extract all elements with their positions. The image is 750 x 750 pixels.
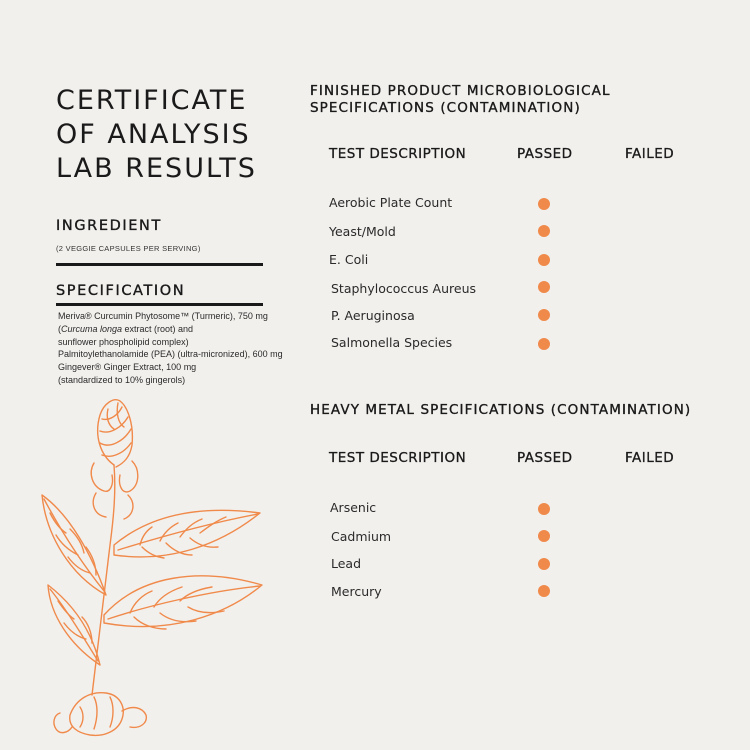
passed-indicator-dot xyxy=(538,558,550,570)
spec-line: Meriva® Curcumin Phytosome™ (Turmeric), 750 mg xyxy=(58,311,268,321)
column-header-failed: FAILED xyxy=(625,146,675,162)
serving-note: (2 VEGGIE CAPSULES PER SERVING) xyxy=(56,244,201,253)
spec-line: (Curcuma longa extract (root) and xyxy=(58,323,194,334)
column-header-passed: PASSED xyxy=(517,146,573,162)
title-line-1: CERTIFICATE xyxy=(56,85,248,116)
test-row-label: Cadmium xyxy=(331,529,392,544)
specification-label: SPECIFICATION xyxy=(56,283,186,299)
microbiological-heading: FINISHED PRODUCT MICROBIOLOGICAL SPECIFICATIONS (CONTAMINATION) xyxy=(310,83,611,116)
test-row-label: Arsenic xyxy=(330,500,377,515)
test-row-label: P. Aeruginosa xyxy=(331,308,415,323)
passed-indicator-dot xyxy=(538,309,550,321)
passed-indicator-dot xyxy=(538,503,550,515)
column-header-failed: FAILED xyxy=(625,450,675,466)
test-row-label: Staphylococcus Aureus xyxy=(331,281,477,296)
column-header-test-description: TEST DESCRIPTION xyxy=(329,146,467,162)
spec-line: Palmitoylethanolamide (PEA) (ultra-micronized), 600 mg xyxy=(58,349,283,360)
page-title xyxy=(56,84,257,186)
test-row-label: Yeast/Mold xyxy=(329,224,396,239)
passed-indicator-dot xyxy=(538,225,550,237)
passed-indicator-dot xyxy=(538,254,550,266)
title-line-3: LAB RESULTS xyxy=(56,153,257,184)
passed-indicator-dot xyxy=(538,198,550,210)
test-row-label: Aerobic Plate Count xyxy=(329,195,453,210)
test-row-label: Mercury xyxy=(331,584,382,599)
passed-indicator-dot xyxy=(538,530,550,542)
passed-indicator-dot xyxy=(538,281,550,293)
column-header-passed: PASSED xyxy=(517,450,573,466)
specification-text xyxy=(58,310,308,387)
divider xyxy=(56,303,263,306)
passed-indicator-dot xyxy=(538,585,550,597)
heavy-metal-heading: HEAVY METAL SPECIFICATIONS (CONTAMINATION) xyxy=(310,402,692,418)
test-row-label: Salmonella Species xyxy=(331,335,453,350)
spec-line: (standardized to 10% gingerols) xyxy=(58,374,186,385)
test-row-label: Lead xyxy=(331,556,362,571)
spec-line: sunflower phospholipid complex) xyxy=(58,336,189,347)
title-line-2: OF ANALYSIS xyxy=(56,119,251,150)
column-header-test-description: TEST DESCRIPTION xyxy=(329,450,467,466)
passed-indicator-dot xyxy=(538,338,550,350)
ingredient-label: INGREDIENT xyxy=(56,218,162,234)
test-row-label: E. Coli xyxy=(329,252,369,267)
spec-line: Gingever® Ginger Extract, 100 mg xyxy=(58,362,197,373)
divider xyxy=(56,263,263,266)
turmeric-plant-icon xyxy=(30,395,280,745)
